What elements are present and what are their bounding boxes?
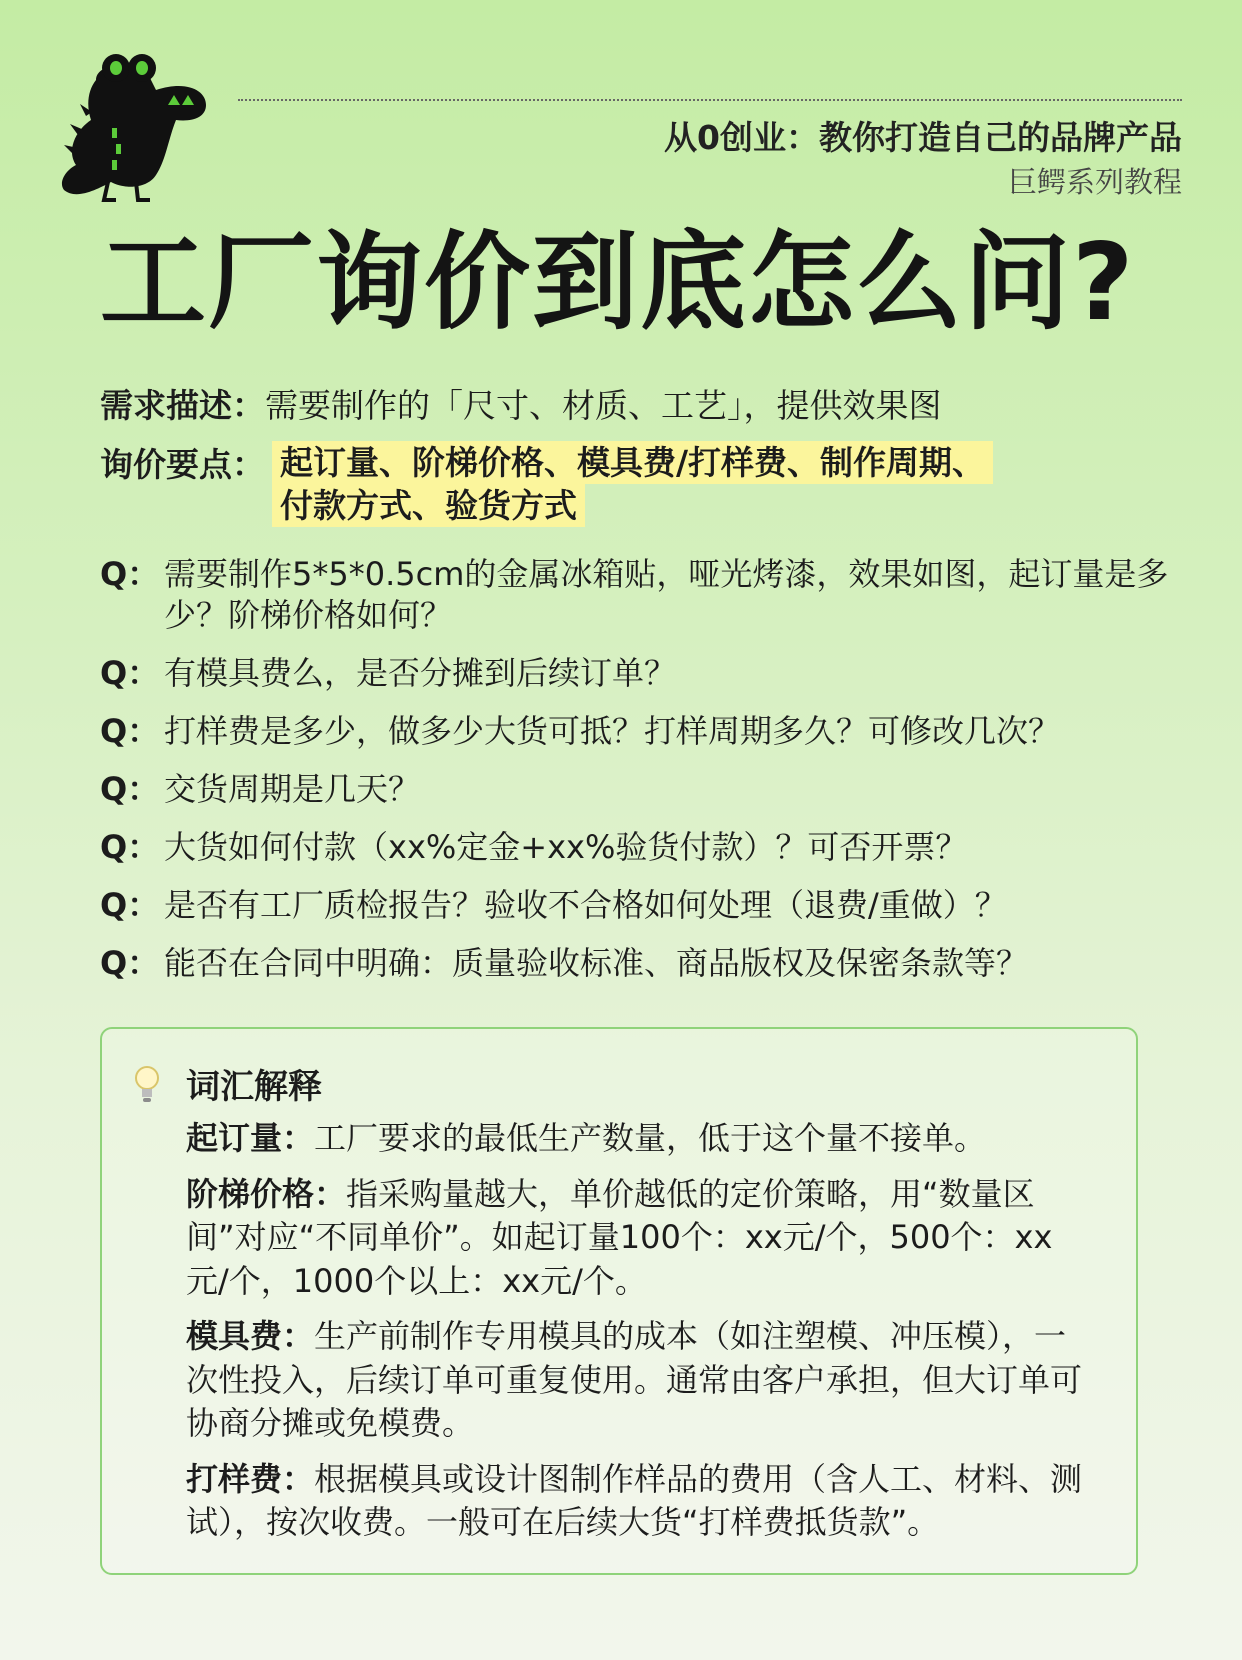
list-item — [100, 711, 1180, 752]
question-text: 是否有工厂质检报告？验收不合格如何处理（退费/重做）？ — [164, 885, 1007, 924]
series-subtitle: 巨鳄系列教程 — [1007, 165, 1182, 199]
key-points-highlight — [272, 442, 1142, 528]
key-points-line1: 起订量、阶梯价格、模具费/打样费、制作周期、 — [272, 441, 993, 484]
question-list — [100, 554, 1180, 1001]
term-name: 阶梯价格： — [186, 1174, 347, 1213]
q-label: Q： — [100, 943, 160, 982]
q-label: Q： — [100, 827, 160, 866]
term-definition: 指采购量越大，单价越低的定价策略，用“数量区间”对应“不同单价”。如起订量100个：xx元/个，500个：xx元/个，1000个以上：xx元/个。 — [186, 1174, 1053, 1300]
term-list — [186, 1117, 1086, 1557]
series-title: 从0创业：教你打造自己的品牌产品 — [664, 118, 1182, 157]
term-definition: 工厂要求的最低生产数量，低于这个量不接单。 — [314, 1119, 987, 1157]
lightbulb-icon — [134, 1065, 160, 1105]
vocabulary-box — [100, 1027, 1138, 1575]
term-name: 模具费： — [186, 1317, 315, 1356]
question-text: 有模具费么，是否分摊到后续订单？ — [164, 653, 677, 692]
vocabulary-title: 词汇解释 — [186, 1067, 322, 1107]
page-title: 工厂询价到底怎么问? — [100, 221, 1136, 344]
question-text: 交货周期是几天？ — [164, 769, 421, 808]
list-item — [100, 943, 1180, 984]
requirement-text: 需要制作的「尺寸、材质、工艺」，提供效果图 — [265, 386, 942, 425]
question-text: 需要制作5*5*0.5cm的金属冰箱贴，哑光烤漆，效果如图，起订量是多少？阶梯价格如何？ — [164, 555, 1169, 634]
q-label: Q： — [100, 769, 160, 808]
q-label: Q： — [100, 711, 160, 750]
list-item — [100, 554, 1180, 636]
list-item — [100, 769, 1180, 810]
term-item — [186, 1315, 1086, 1446]
term-definition: 根据模具或设计图制作样品的费用（含人工、材料、测试），按次收费。一般可在后续大货“打样费抵货款”。 — [186, 1459, 1083, 1542]
list-item — [100, 827, 1180, 868]
key-points-label: 询价要点： — [100, 445, 265, 484]
term-item — [186, 1117, 1086, 1161]
crocodile-mascot-icon — [56, 50, 226, 210]
term-item — [186, 1458, 1086, 1545]
term-definition: 生产前制作专用模具的成本（如注塑模、冲压模），一次性投入，后续订单可重复使用。通常由客户承担，但大订单可协商分摊或免模费。 — [186, 1317, 1083, 1443]
q-label: Q： — [100, 653, 160, 692]
question-text: 能否在合同中明确：质量验收标准、商品版权及保密条款等？ — [164, 943, 1029, 982]
key-points-line2: 付款方式、验货方式 — [272, 484, 585, 527]
question-text: 大货如何付款（xx%定金+xx%验货付款）？可否开票？ — [164, 827, 968, 866]
list-item — [100, 885, 1180, 926]
term-name: 打样费： — [186, 1459, 315, 1498]
q-label: Q： — [100, 555, 160, 593]
question-text: 打样费是多少，做多少大货可抵？打样周期多久？可修改几次？ — [164, 711, 1061, 750]
requirement-label: 需求描述： — [100, 386, 265, 425]
q-label: Q： — [100, 885, 160, 924]
requirement-row — [100, 385, 942, 428]
term-name: 起订量： — [186, 1119, 315, 1157]
header-divider — [238, 99, 1182, 101]
term-item — [186, 1173, 1086, 1304]
list-item — [100, 653, 1180, 694]
